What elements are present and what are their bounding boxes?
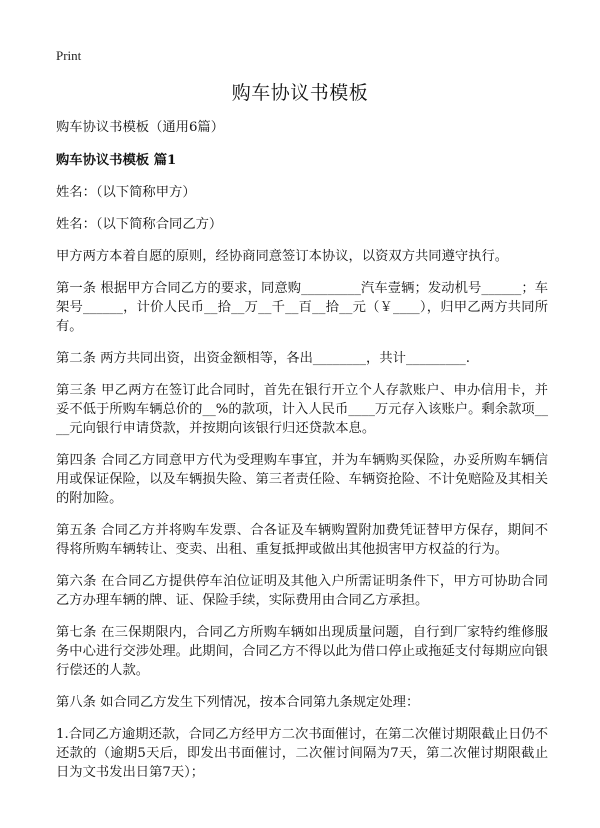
article-5: 第五条 合同乙方并将购车发票、合各证及车辆购置附加费凭证替甲方保存，期间不得将所购车辆转让、变卖、出租、重复抵押或做出其他损害甲方权益的行为。 [56, 523, 548, 557]
document-subtitle: 购车协议书模板（通用6篇） [56, 120, 225, 135]
article-2: 第二条 两方共同出资，出资金额相等，各出________，共计_________. [56, 351, 471, 366]
article-8-item-1: 1.合同乙方逾期还款，合同乙方经甲方二次书面催讨，在第二次催讨期限截止日仍不还款的（逾期5天后，即发出书面催讨，二次催讨间隔为7天，第二次催讨期限截止日为文书发出日第7天）； [56, 727, 548, 780]
document-title: 购车协议书模板 [231, 82, 369, 104]
article-1: 第一条 根据甲方合同乙方的要求，同意购_________汽车壹辆；发动机号______；车架号______，计价人民币__拾__万__千__百__拾__元（￥____），归甲乙两方共同所有。 [56, 281, 548, 334]
print-link[interactable]: Print [56, 48, 82, 63]
party-a-line: 姓名：（以下简称甲方） [56, 185, 196, 200]
article-8: 第八条 如合同乙方发生下列情况，按本合同第九条规定处理： [56, 695, 420, 710]
document-body [56, 118, 548, 795]
article-3: 第三条 甲乙两方在签订此合同时，首先在银行开立个人存款账户、申办信用卡，并妥不低于所购车辆总价的__%的款项，计入人民币____万元存入该账户。剩余款项____元向银行申请贷款，并按期向该银行归还贷款本息。 [56, 383, 548, 436]
agreement-intro: 甲方两方本着自愿的原则，经协商同意签订本协议，以资双方共同遵守执行。 [56, 249, 509, 264]
article-6: 第六条 在合同乙方提供停车泊位证明及其他入户所需证明条件下，甲方可协助合同乙方办理车辆的牌、证、保险手续，实际费用由合同乙方承担。 [56, 574, 548, 608]
section-heading: 购车协议书模板 篇1 [56, 153, 177, 168]
article-4: 第四条 合同乙方同意甲方代为受理购车事宜，并为车辆购买保险，办妥所购车辆信用或保证保险，以及车辆损失险、第三者责任险、车辆资抢险、不计免赔险及其相关的附加险。 [56, 453, 548, 506]
party-b-line: 姓名：（以下简称合同乙方） [56, 217, 223, 232]
article-7: 第七条 在三保期限内，合同乙方所购车辆如出现质量问题，自行到厂家特约维修服务中心进行交涉处理。此期间，合同乙方不得以此为借口停止或拖延支付每期应向银行偿还的人款。 [56, 625, 548, 678]
